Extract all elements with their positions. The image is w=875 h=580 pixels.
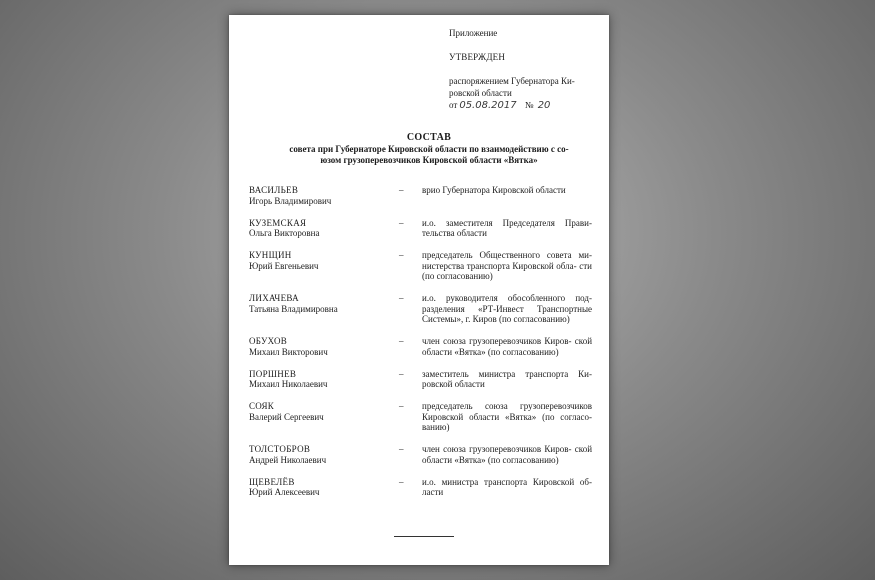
- member-role-line: заместитель министра транспорта Ки-: [422, 368, 592, 379]
- member-row: [249, 401, 599, 433]
- member-role-line: и.о. руководителя обособленного под-: [422, 293, 592, 303]
- member-list: [249, 185, 599, 509]
- member-surname: КУНЩИН: [249, 250, 292, 260]
- document-subtitle-line-2: юзом грузоперевозчиков Кировской области «Вятка»: [320, 155, 538, 165]
- dash-separator: –: [399, 368, 404, 379]
- dash-separator: –: [399, 401, 404, 411]
- ordinance-date-number: [449, 99, 599, 112]
- member-role-line: член союза грузоперевозчиков Киров-: [422, 336, 572, 346]
- approved-label: УТВЕРЖДЕН: [449, 52, 506, 62]
- member-given-name: Татьяна Владимировна: [249, 303, 338, 314]
- member-surname: ОБУХОВ: [249, 336, 288, 346]
- member-name: [249, 293, 394, 314]
- dash-separator: –: [399, 336, 404, 346]
- member-role-line: ровской области: [422, 379, 485, 389]
- member-given-name: Михаил Николаевич: [249, 379, 328, 389]
- member-role-line: разделения «РТ-Инвест Транспортные: [422, 303, 592, 314]
- member-role-line: нистерства транспорта Кировской обла-: [422, 260, 577, 271]
- member-row: [249, 369, 599, 390]
- member-given-name: Юрий Алексеевич: [249, 487, 320, 497]
- member-role-line: сти (по согласованию): [422, 260, 592, 281]
- member-role-line: и.о. заместителя Председателя Прави-: [422, 217, 592, 228]
- dash-separator: –: [399, 217, 404, 228]
- number-sign: №: [524, 100, 534, 110]
- document-heading: [289, 132, 569, 166]
- member-role-line: председатель союза грузоперевозчиков: [422, 401, 592, 411]
- member-name: [249, 401, 394, 422]
- member-surname: ПОРШНЕВ: [249, 368, 297, 379]
- dash-separator: –: [399, 250, 404, 260]
- document-title: СОСТАВ: [406, 132, 452, 143]
- member-row: [249, 477, 599, 498]
- member-role-line: врио Губернатора Кировской области: [422, 185, 566, 195]
- closing-divider: [394, 536, 454, 537]
- member-given-name: Игорь Владимирович: [249, 195, 332, 206]
- member-role-line: Кировской области «Вятка» (по согласо-: [422, 411, 592, 422]
- member-surname: ЩЕВЕЛЁВ: [249, 476, 295, 487]
- member-name: [249, 185, 394, 206]
- member-name: [249, 250, 394, 271]
- member-surname: ТОЛСТОБРОВ: [249, 444, 311, 454]
- member-role: [422, 401, 592, 433]
- member-surname: СОЯК: [249, 401, 275, 411]
- member-row: [249, 293, 599, 325]
- handwritten-number: 20: [537, 100, 551, 111]
- member-row: [249, 250, 599, 282]
- member-role-line: ской области «Вятка» (по согласованию): [422, 336, 593, 357]
- member-role: [422, 293, 592, 325]
- member-name: [249, 336, 394, 357]
- attachment-label: Приложение: [449, 28, 498, 38]
- member-role: [422, 336, 592, 357]
- member-given-name: Андрей Николаевич: [249, 454, 327, 465]
- member-role-line: тельства области: [422, 228, 487, 238]
- member-role-line: Системы», г. Киров (по согласованию): [422, 314, 570, 324]
- member-role: [422, 477, 592, 498]
- member-surname: КУЗЕМСКАЯ: [249, 217, 307, 228]
- member-role: [422, 250, 592, 282]
- dash-separator: –: [399, 185, 404, 195]
- member-role-line: и.о. министра транспорта Кировской об-: [422, 476, 592, 487]
- member-role: [422, 185, 592, 196]
- member-role: [422, 218, 592, 239]
- member-role-line: ской области «Вятка» (по согласованию): [422, 444, 593, 465]
- member-row: [249, 336, 599, 357]
- ordinance-date-prefix: от: [449, 100, 458, 110]
- member-role: [422, 369, 592, 390]
- handwritten-date: 05.08.2017: [459, 100, 517, 111]
- approval-block: [449, 27, 599, 112]
- dash-separator: –: [399, 476, 404, 487]
- member-name: [249, 477, 394, 498]
- member-role-line: ласти: [422, 487, 444, 497]
- member-role-line: председатель Общественного совета ми-: [422, 250, 592, 260]
- member-name: [249, 218, 394, 239]
- member-row: [249, 218, 599, 239]
- document-subtitle-line-1: совета при Губернаторе Кировской области по взаимодействию с со-: [289, 144, 569, 154]
- member-given-name: Юрий Евгеньевич: [249, 260, 319, 271]
- member-given-name: Ольга Викторовна: [249, 228, 320, 238]
- member-role-line: член союза грузоперевозчиков Киров-: [422, 444, 572, 454]
- member-name: [249, 369, 394, 390]
- member-given-name: Валерий Сергеевич: [249, 411, 324, 422]
- member-row: [249, 444, 599, 465]
- member-surname: ВАСИЛЬЕВ: [249, 185, 299, 195]
- member-surname: ЛИХАЧЕВА: [249, 293, 299, 303]
- dash-separator: –: [399, 293, 404, 303]
- ordinance-line-1: распоряжением Губернатора Ки-: [449, 76, 575, 86]
- document-page: [229, 15, 609, 565]
- ordinance-line-2: ровской области: [449, 88, 512, 98]
- member-role-line: ванию): [422, 422, 450, 432]
- member-role: [422, 444, 592, 465]
- dash-separator: –: [399, 444, 404, 454]
- member-given-name: Михаил Викторович: [249, 346, 328, 357]
- member-row: [249, 185, 599, 206]
- member-name: [249, 444, 394, 465]
